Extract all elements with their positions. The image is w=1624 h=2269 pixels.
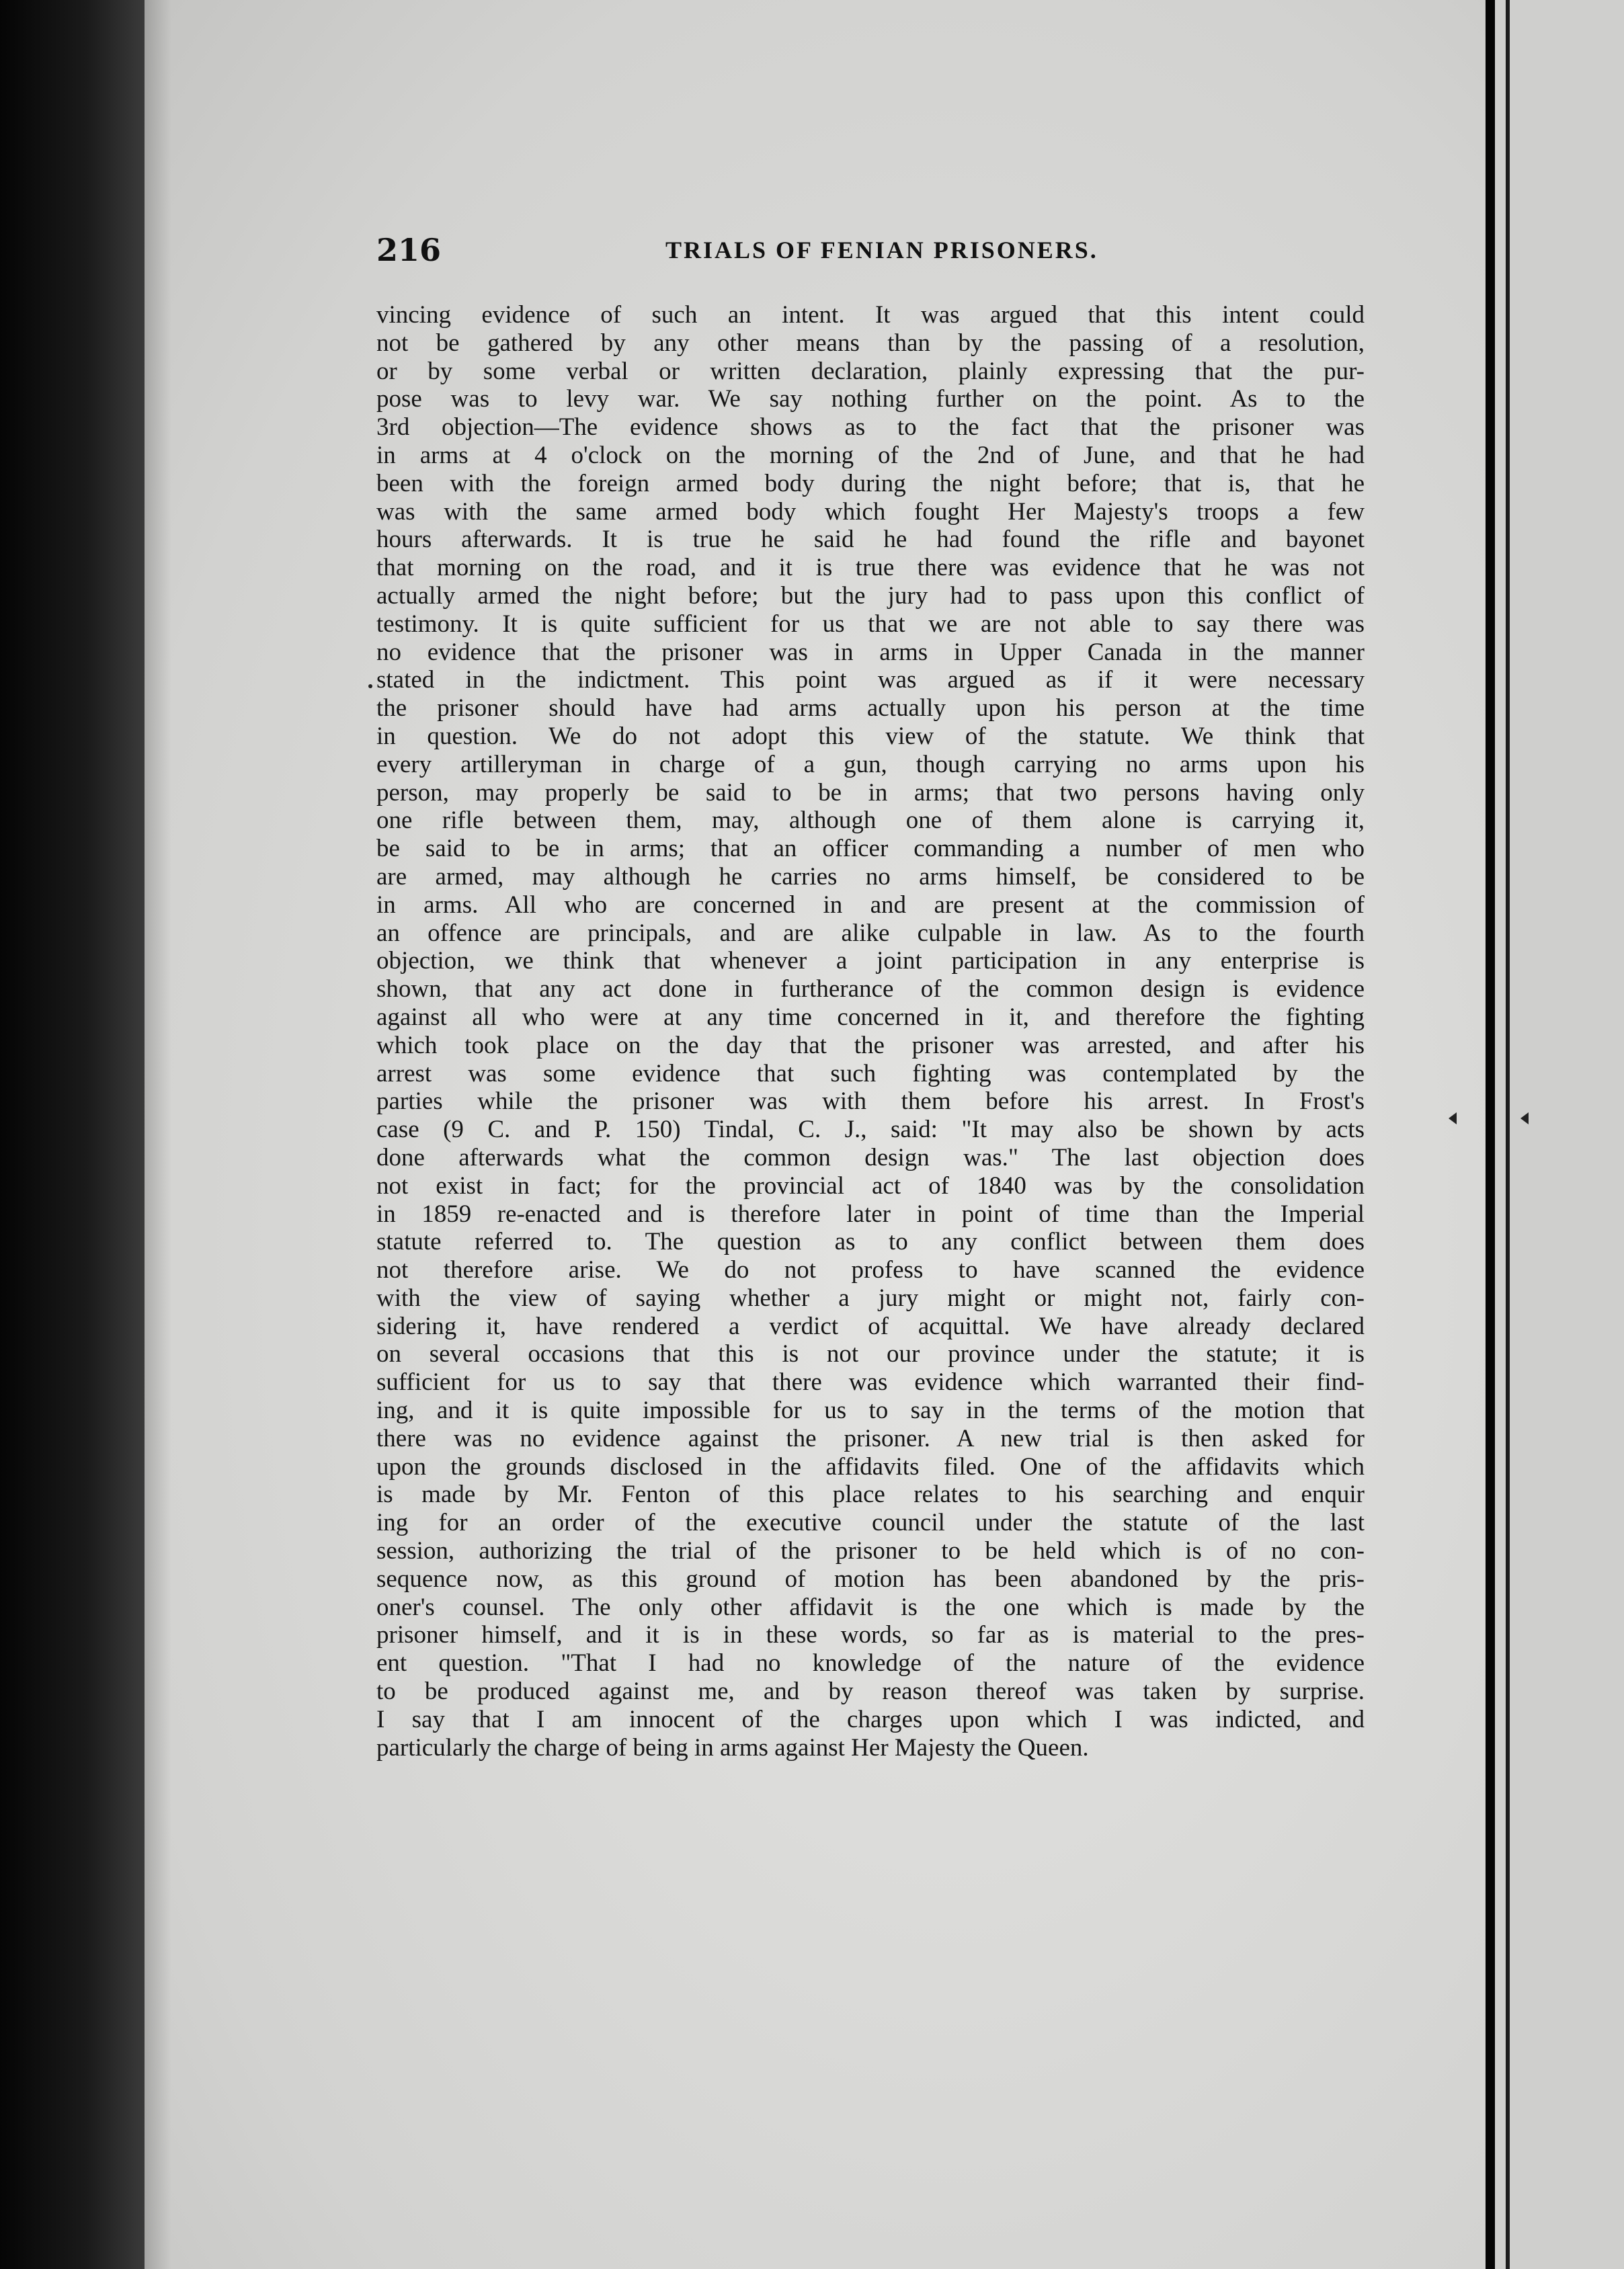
text-line: done afterwards what the common design was." The last objection does [376, 1143, 1365, 1171]
text-line: the prisoner should have had arms actually upon his person at the time [376, 694, 1365, 723]
running-title: TRIALS OF FENIAN PRISONERS. [665, 237, 1098, 263]
text-line: pose was to levy war. We say nothing further on the point. As to the [376, 385, 1365, 413]
text-line: 3rd objection—The evidence shows as to the fact that the prisoner was [376, 413, 1365, 442]
text-line: I say that I am innocent of the charges upon which I was indicted, and [376, 1705, 1365, 1733]
text-line: shown, that any act done in furtherance of the common design is evidence [376, 975, 1365, 1003]
adjacent-page-edge [1506, 0, 1510, 2269]
text-line: on several occasions that this is not our province under the statute; it is [376, 1340, 1365, 1368]
text-line: that morning on the road, and it is true there was evidence that he was not [376, 554, 1365, 582]
adjacent-page-strip [1495, 0, 1624, 2269]
text-line: oner's counsel. The only other affidavit is the one which is made by the [376, 1593, 1365, 1621]
text-line: prisoner himself, and it is in these words, so far as is material to the pres- [376, 1621, 1365, 1649]
text-line: with the view of saying whether a jury might or might not, fairly con- [376, 1284, 1365, 1312]
text-line: was with the same armed body which fought Her Majesty's troops a few [376, 497, 1365, 526]
text-line: not exist in fact; for the provincial act of 1840 was by the consolidation [376, 1171, 1365, 1200]
page-header [376, 232, 1365, 272]
text-line: no evidence that the prisoner was in arms in Upper Canada in the manner [376, 638, 1365, 666]
text-line: sufficient for us to say that there was evidence which warranted their find- [376, 1368, 1365, 1397]
text-line: session, authorizing the trial of the prisoner to be held which is of no con- [376, 1537, 1365, 1565]
text-line: objection, we think that whenever a joint participation in any enterprise is [376, 947, 1365, 975]
text-line: or by some verbal or written declaration, plainly expressing that the pur- [376, 357, 1365, 385]
text-line: there was no evidence against the prisoner. A new trial is then asked for [376, 1424, 1365, 1452]
body-text [376, 301, 1365, 1941]
text-line: in arms at 4 o'clock on the morning of the 2nd of June, and that he had [376, 441, 1365, 469]
text-line: actually armed the night before; but the jury had to pass upon this conflict of [376, 581, 1365, 610]
text-line: stated in the indictment. This point was argued as if it were necessary [376, 666, 1365, 694]
text-line: person, may properly be said to be in arms; that two persons having only [376, 778, 1365, 807]
text-line: testimony. It is quite sufficient for us that we are not able to say there was [376, 610, 1365, 638]
text-line: against all who were at any time concerned in it, and therefore the fighting [376, 1003, 1365, 1031]
text-line: sidering it, have rendered a verdict of acquittal. We have already declared [376, 1312, 1365, 1340]
text-line: are armed, may although he carries no arms himself, be considered to be [376, 862, 1365, 891]
text-line: ent question. "That I had no knowledge of the nature of the evidence [376, 1649, 1365, 1678]
text-line: upon the grounds disclosed in the affidavits filed. One of the affidavits which [376, 1452, 1365, 1481]
text-line: in arms. All who are concerned in and are present at the commission of [376, 891, 1365, 919]
page-gutter-edge [1486, 0, 1495, 2269]
margin-arrow-mark [1449, 1112, 1457, 1124]
page-number: 216 [376, 232, 442, 268]
text-line: hours afterwards. It is true he said he had found the rifle and bayonet [376, 526, 1365, 554]
text-line: not be gathered by any other means than by the passing of a resolution, [376, 329, 1365, 357]
margin-arrow-mark-2 [1520, 1112, 1529, 1124]
text-line: which took place on the day that the prisoner was arrested, and after his [376, 1031, 1365, 1059]
text-line: statute referred to. The question as to any conflict between them does [376, 1228, 1365, 1256]
text-line: sequence now, as this ground of motion has been abandoned by the pris- [376, 1565, 1365, 1593]
text-line: to be produced against me, and by reason thereof was taken by surprise. [376, 1678, 1365, 1706]
text-line: case (9 C. and P. 150) Tindal, C. J., said: "It may also be shown by acts [376, 1116, 1365, 1144]
text-line: been with the foreign armed body during the night before; that is, that he [376, 469, 1365, 497]
margin-dot-mark [368, 684, 372, 688]
text-line: arrest was some evidence that such fighting was contemplated by the [376, 1059, 1365, 1087]
text-line: ing for an order of the executive council under the statute of the last [376, 1509, 1365, 1537]
text-line: be said to be in arms; that an officer commanding a number of men who [376, 835, 1365, 863]
text-line: one rifle between them, may, although one of them alone is carrying it, [376, 807, 1365, 835]
text-line: vincing evidence of such an intent. It was argued that this intent could [376, 301, 1365, 329]
text-line: is made by Mr. Fenton of this place relates to his searching and enquir [376, 1481, 1365, 1509]
text-line: in 1859 re-enacted and is therefore later in point of time than the Imperial [376, 1200, 1365, 1228]
text-line: an offence are principals, and are alike culpable in law. As to the fourth [376, 919, 1365, 947]
text-line: ing, and it is quite impossible for us to say in the terms of the motion that [376, 1397, 1365, 1425]
text-line: not therefore arise. We do not profess to have scanned the evidence [376, 1256, 1365, 1284]
text-line: particularly the charge of being in arms against Her Majesty the Queen. [376, 1733, 1089, 1762]
text-line: parties while the prisoner was with them before his arrest. In Frost's [376, 1087, 1365, 1116]
text-line: every artilleryman in charge of a gun, though carrying no arms upon his [376, 750, 1365, 778]
scan-left-shadow [0, 0, 145, 2269]
text-line: in question. We do not adopt this view of the statute. We think that [376, 722, 1365, 750]
